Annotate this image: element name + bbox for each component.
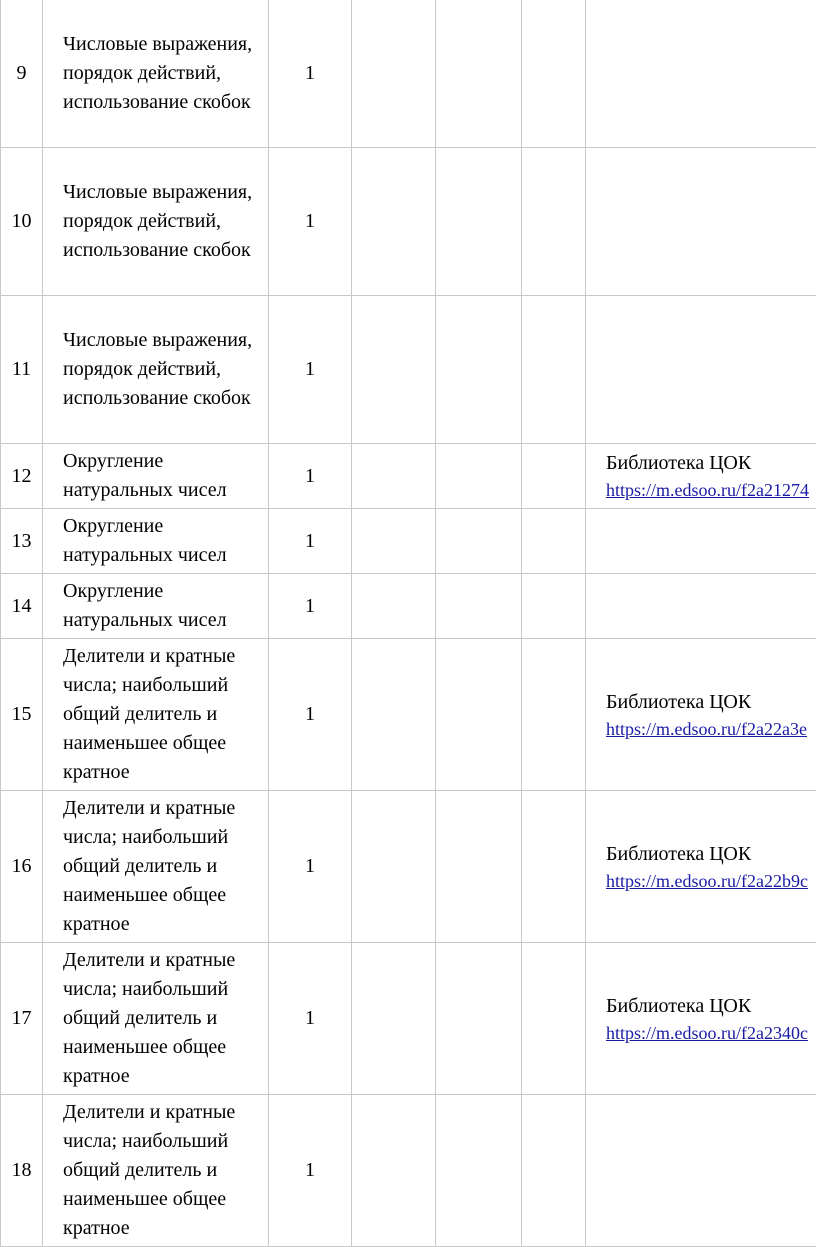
lesson-number: 14 <box>1 574 43 639</box>
lesson-topic: Делители и кратные числа; наибольший общий делитель и наименьшее общее кратное <box>43 791 269 943</box>
table-row <box>1 148 816 296</box>
resource-cell <box>586 509 816 574</box>
table-row <box>1 943 816 1095</box>
empty-cell <box>352 444 436 509</box>
empty-cell <box>436 574 522 639</box>
resource-link[interactable]: https://m.edsoo.ru/f2a22b9c <box>606 868 816 894</box>
lesson-number: 16 <box>1 791 43 943</box>
empty-cell <box>436 943 522 1095</box>
lesson-number: 10 <box>1 148 43 296</box>
lesson-number: 12 <box>1 444 43 509</box>
empty-cell <box>522 574 586 639</box>
empty-cell <box>352 296 436 444</box>
empty-cell <box>436 0 522 148</box>
empty-cell <box>352 0 436 148</box>
empty-cell <box>522 296 586 444</box>
lesson-hours: 1 <box>269 296 352 444</box>
lesson-topic: Числовые выражения, порядок действий, использование скобок <box>43 148 269 296</box>
resource-cell <box>586 791 816 943</box>
lesson-topic: Округление натуральных чисел <box>43 509 269 574</box>
empty-cell <box>436 639 522 791</box>
table-row <box>1 0 816 148</box>
resource-cell <box>586 0 816 148</box>
lesson-hours: 1 <box>269 943 352 1095</box>
empty-cell <box>522 943 586 1095</box>
resource-label: Библиотека ЦОК <box>606 688 816 716</box>
empty-cell <box>522 509 586 574</box>
lesson-hours: 1 <box>269 444 352 509</box>
lesson-number: 18 <box>1 1095 43 1247</box>
empty-cell <box>436 791 522 943</box>
lesson-hours: 1 <box>269 148 352 296</box>
resource-cell <box>586 444 816 509</box>
empty-cell <box>352 639 436 791</box>
table-row <box>1 296 816 444</box>
table-row <box>1 639 816 791</box>
table-row <box>1 574 816 639</box>
empty-cell <box>522 639 586 791</box>
lesson-hours: 1 <box>269 509 352 574</box>
empty-cell <box>436 296 522 444</box>
lesson-hours: 1 <box>269 0 352 148</box>
resource-cell <box>586 943 816 1095</box>
empty-cell <box>522 444 586 509</box>
empty-cell <box>352 574 436 639</box>
lesson-topic: Делители и кратные числа; наибольший общий делитель и наименьшее общее кратное <box>43 1095 269 1247</box>
empty-cell <box>352 148 436 296</box>
lesson-hours: 1 <box>269 791 352 943</box>
lesson-hours: 1 <box>269 1095 352 1247</box>
empty-cell <box>436 444 522 509</box>
resource-label: Библиотека ЦОК <box>606 449 816 477</box>
lesson-hours: 1 <box>269 639 352 791</box>
resource-label: Библиотека ЦОК <box>606 840 816 868</box>
lesson-number: 13 <box>1 509 43 574</box>
resource-label: Библиотека ЦОК <box>606 992 816 1020</box>
lesson-number: 15 <box>1 639 43 791</box>
lesson-number: 17 <box>1 943 43 1095</box>
empty-cell <box>522 0 586 148</box>
lesson-topic: Делители и кратные числа; наибольший общий делитель и наименьшее общее кратное <box>43 943 269 1095</box>
empty-cell <box>522 791 586 943</box>
lesson-topic: Делители и кратные числа; наибольший общий делитель и наименьшее общее кратное <box>43 639 269 791</box>
lesson-hours: 1 <box>269 574 352 639</box>
lesson-number: 9 <box>1 0 43 148</box>
resource-cell <box>586 639 816 791</box>
empty-cell <box>352 509 436 574</box>
resource-link[interactable]: https://m.edsoo.ru/f2a22a3e <box>606 716 816 742</box>
resource-cell <box>586 148 816 296</box>
empty-cell <box>352 943 436 1095</box>
empty-cell <box>436 148 522 296</box>
empty-cell <box>352 791 436 943</box>
lesson-number: 11 <box>1 296 43 444</box>
resource-link[interactable]: https://m.edsoo.ru/f2a2340c <box>606 1020 816 1046</box>
lesson-topic: Числовые выражения, порядок действий, использование скобок <box>43 296 269 444</box>
resource-cell <box>586 296 816 444</box>
empty-cell <box>522 148 586 296</box>
resource-cell <box>586 574 816 639</box>
table-row <box>1 509 816 574</box>
lesson-topic: Округление натуральных чисел <box>43 444 269 509</box>
lesson-topic: Округление натуральных чисел <box>43 574 269 639</box>
table-row <box>1 444 816 509</box>
empty-cell <box>436 509 522 574</box>
lesson-topic: Числовые выражения, порядок действий, использование скобок <box>43 0 269 148</box>
table-row <box>1 791 816 943</box>
resource-link[interactable]: https://m.edsoo.ru/f2a21274 <box>606 477 816 503</box>
